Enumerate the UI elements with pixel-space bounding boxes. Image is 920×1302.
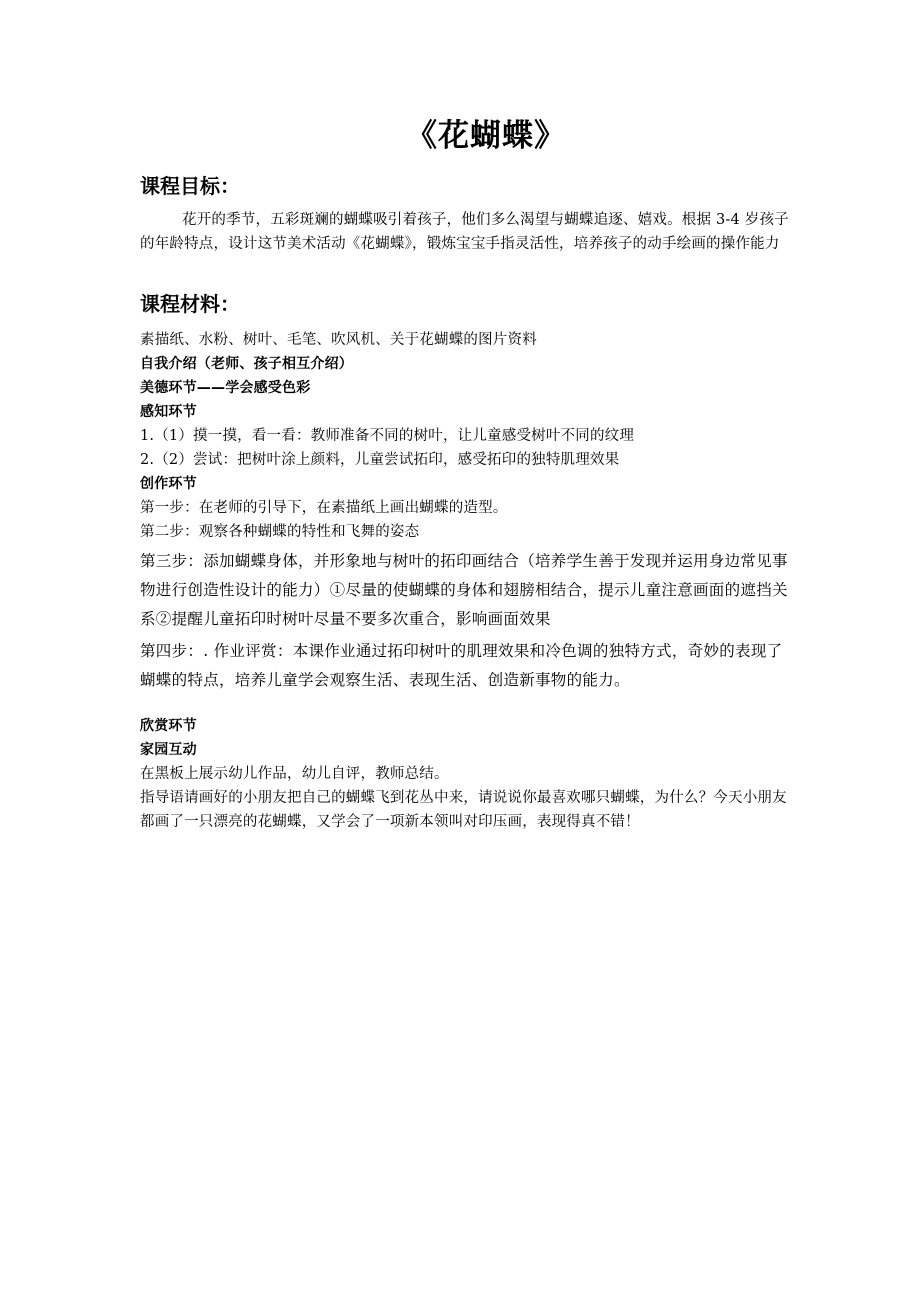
home-line-2: 指导语请画好的小朋友把自己的蝴蝶飞到花丛中来，请说说你最喜欢哪只蝴蝶，为什么？今天小朋友都画了一只漂亮的花蝴蝶，又学会了一项新本领叫对印压画，表现得真不错！ (140, 790, 787, 830)
materials-heading: 课程材料： (140, 292, 240, 316)
home-heading: 家园互动 (140, 742, 197, 758)
beauty-heading: 美德环节——学会感受色彩 (140, 380, 311, 396)
document-title: 《花蝴蝶》 (406, 118, 566, 154)
intro-heading: 自我介绍（老师、孩子相互介绍） (140, 356, 353, 372)
materials-text: 素描纸、水粉、树叶、毛笔、吹风机、关于花蝴蝶的图片资料 (140, 332, 537, 348)
creation-step-3: 第三步：添加蝴蝶身体，并形象地与树叶的拓印画结合（培养学生善于发现并运用身边常见事物进行创造性设计的能力）①尽量的使蝴蝶的身体和翅膀相结合，提示儿童注意画面的遮挡关系②提醒儿童拓印时树叶尽量不要多次重合，影响画面效果 (140, 552, 788, 628)
goal-text: 花开的季节，五彩斑斓的蝴蝶吸引着孩子，他们多么渴望与蝴蝶追逐、嬉戏。根据 3-4 岁孩子的年龄特点，设计这节美术活动《花蝴蝶》，锻炼宝宝手指灵活性，培养孩子的动手绘画的操作能力 (140, 212, 789, 252)
appreciation-heading: 欣赏环节 (140, 718, 197, 734)
perception-item-1: 1.（1）摸一摸，看一看：教师准备不同的树叶，让儿童感受树叶不同的纹理 (140, 428, 635, 444)
perception-item-2: 2.（2）尝试：把树叶涂上颜料，儿童尝试拓印，感受拓印的独特肌理效果 (140, 452, 620, 468)
home-line-1: 在黑板上展示幼儿作品，幼儿自评，教师总结。 (140, 766, 449, 782)
creation-heading: 创作环节 (140, 476, 197, 492)
goal-heading: 课程目标： (140, 174, 240, 198)
creation-step-4: 第四步：. 作业评赏：本课作业通过拓印树叶的肌理效果和冷色调的独特方式，奇妙的表现了蝴蝶的特点，培养儿童学会观察生活、表现生活、创造新事物的能力。 (140, 642, 783, 689)
creation-step-1: 第一步：在老师的引导下，在素描纸上画出蝴蝶的造型。 (140, 500, 508, 516)
creation-step-2: 第二步：观察各种蝴蝶的特性和飞舞的姿态 (140, 524, 420, 540)
perception-heading: 感知环节 (140, 404, 197, 420)
